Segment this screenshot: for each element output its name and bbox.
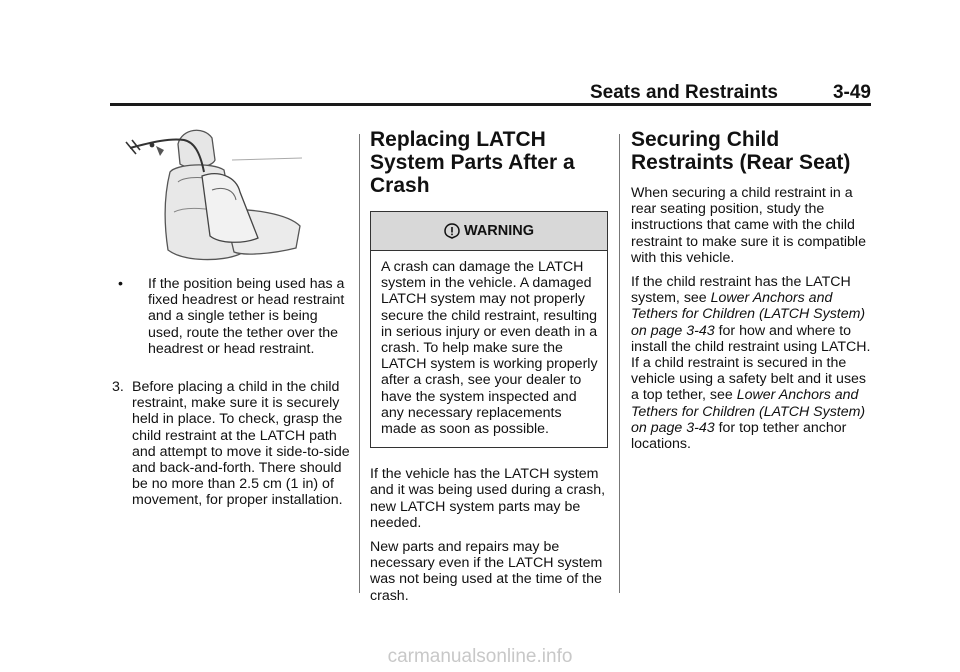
step-number: 3.	[112, 379, 124, 395]
right-column	[631, 128, 873, 460]
step-3	[112, 379, 352, 509]
warning-header	[371, 212, 607, 251]
page-number: 3-49	[832, 82, 871, 103]
paragraph-text: for how and where to install the child restraint using LATCH. If a child restraint is secured in the vehicle using a safety belt and it uses a top tether, see	[631, 322, 871, 404]
section-title: Seats and Restraints	[590, 82, 778, 103]
watermark: carmanualsonline.info	[387, 646, 573, 667]
bullet-text: If the position being used has a fixed headrest or head restraint and a single tether is being used, route the tether over the headrest or head restraint.	[148, 276, 345, 357]
warning-text: A crash can damage the LATCH system in the vehicle. A damaged LATCH system may not properly secure the child restraint, resulting in serious injury or even death in a crash. To help make sure the LATCH system is working properly after a crash, see your dealer to have the system inspected and any necessary replacements made as soon as possible.	[381, 259, 598, 438]
bullet-icon: •	[118, 276, 123, 292]
paragraph	[631, 274, 873, 452]
step-text: Before placing a child in the child restraint, make sure it is securely held in place. To check, grasp the child restraint at the LATCH path and attempt to move it side-to-side and back-and-forth. There should be no more than 2.5 cm (1 in) of movement, for proper installation.	[132, 379, 350, 509]
middle-column	[370, 128, 608, 612]
warning-label: WARNING	[463, 222, 535, 239]
header-rule	[110, 103, 871, 106]
warning-box	[370, 211, 608, 448]
column-divider-left	[359, 134, 360, 593]
paragraph-text: for top tether anchor locations.	[631, 419, 847, 453]
page-header	[590, 82, 871, 104]
paragraph-text: If the child restraint has the LATCH system, see	[631, 274, 851, 307]
seat-tether-illustration	[112, 120, 348, 266]
section-heading-replacing: Replacing LATCH System Parts After a Crash	[370, 128, 575, 197]
paragraph: New parts and repairs may be necessary even if the LATCH system was not being used at the time of the crash.	[370, 539, 603, 604]
cross-reference-link[interactable]: Lower Anchors and Tethers for Children (LATCH System) on page 3-43	[631, 387, 866, 436]
paragraph: When securing a child restraint in a rear seating position, study the instructions that came with the child restraint to make sure it is compatible with this vehicle.	[631, 185, 866, 266]
warning-icon	[444, 223, 460, 239]
list-item	[112, 276, 352, 357]
column-divider-right	[619, 134, 620, 593]
paragraph: If the vehicle has the LATCH system and it was being used during a crash, new LATCH system parts may be needed.	[370, 466, 606, 531]
cross-reference-link[interactable]: Lower Anchors and Tethers for Children (LATCH System) on page 3-43	[631, 290, 866, 339]
section-heading-securing: Securing Child Restraints (Rear Seat)	[631, 128, 851, 174]
